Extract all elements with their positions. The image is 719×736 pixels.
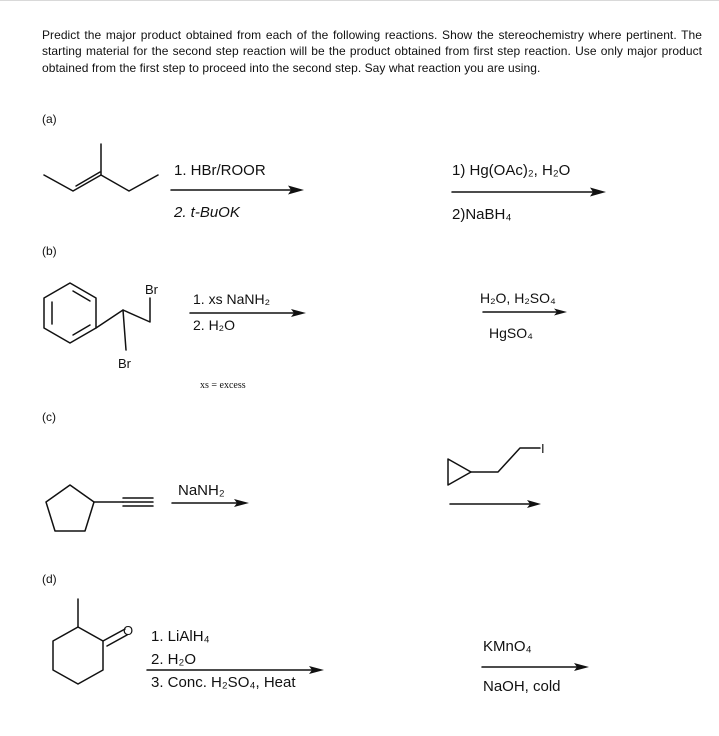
part-b-step1-reagent-2: 2. H₂O <box>193 317 235 333</box>
instructions-text: Predict the major product obtained from each of the following reactions. Show the stereochemistry where pertinent. The starting material for the second step reaction will be the product obtained from first step reaction. Use only major product obtained from the first step to proceed into the second step. Say what reaction you are using. <box>42 28 702 75</box>
part-a-step1-reagent-1: 1. HBr/ROOR <box>174 162 266 179</box>
part-b-br-atom-1: Br <box>145 282 158 297</box>
part-d-step1-reagent-2: 2. H₂O <box>151 651 196 668</box>
part-c-iodide <box>448 448 540 485</box>
part-b-step2-reagent-2: HgSO₄ <box>489 325 533 341</box>
part-b-xs-note: xs = excess <box>200 380 246 391</box>
part-d-step1-reagent-1: 1. LiAlH₄ <box>151 628 210 645</box>
part-c-alkyne <box>46 485 153 531</box>
part-a-starting-alkene <box>44 144 158 191</box>
part-d-oxygen-atom: O <box>123 623 134 638</box>
part-a-step1-reagent-2: 2. t-BuOK <box>174 204 240 221</box>
part-d-step2-reagent-1: KMnO₄ <box>483 638 532 655</box>
part-c-step1-reagent: NaNH₂ <box>178 482 225 499</box>
part-d-label: (d) <box>42 572 57 586</box>
part-b-step1-reagent-1: 1. xs NaNH₂ <box>193 291 271 307</box>
part-b-step2-reagent-1: H₂O, H₂SO₄ <box>480 290 556 306</box>
part-d-step2-reagent-2: NaOH, cold <box>483 678 561 695</box>
part-b-br-atom-2: Br <box>118 356 131 371</box>
part-a-step2-reagent-1: 1) Hg(OAc)₂, H₂O <box>452 162 571 179</box>
part-c-label: (c) <box>42 410 56 424</box>
part-b-label: (b) <box>42 244 57 258</box>
part-d-step1-reagent-3: 3. Conc. H₂SO₄, Heat <box>151 674 296 691</box>
part-a-step2-reagent-2: 2)NaBH₄ <box>452 206 512 223</box>
part-c-iodine-atom: I <box>541 441 545 456</box>
part-a-label: (a) <box>42 112 57 126</box>
part-d-ketone <box>53 599 127 684</box>
part-b-dibromide <box>44 283 150 350</box>
